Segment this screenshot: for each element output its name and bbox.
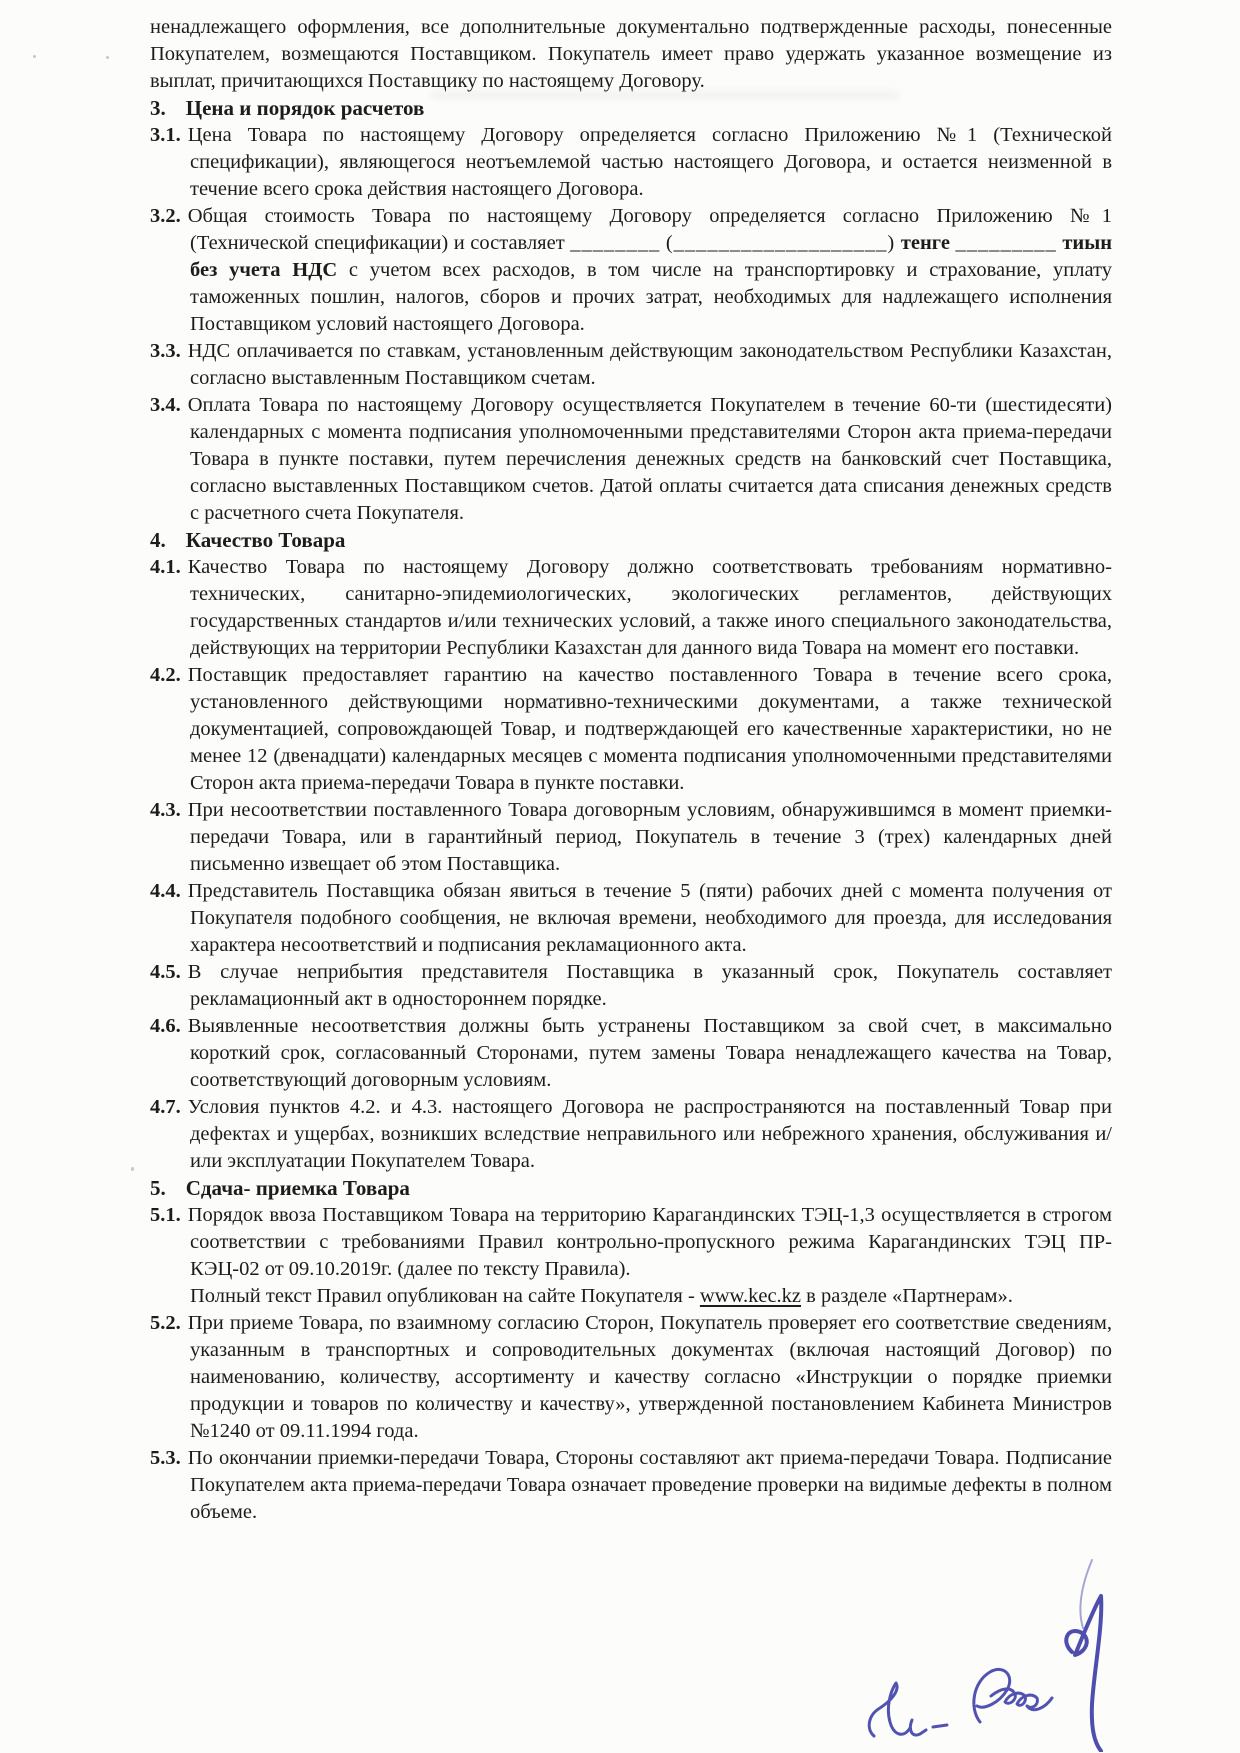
clause-text: Общая стоимость Товара по настоящему Договору определяется согласно Приложению №1 (Технической спецификации) и составляет xyxy=(187,205,1112,254)
kec-website-link[interactable]: www.kec.kz xyxy=(699,1285,802,1307)
clause-number: 4.7. xyxy=(150,1096,181,1118)
clause-4-1 xyxy=(150,554,1112,662)
clause-5-1-continued xyxy=(150,1283,1112,1310)
clause-3-3 xyxy=(150,338,1112,392)
clause-number: 5.3. xyxy=(150,1447,181,1469)
clause-number: 3.2. xyxy=(150,205,181,227)
clause-text: Условия пунктов 4.2. и 4.3. настоящего Договора не распространяются на поставленный Товар при дефектах и ущербах, возникших вследствие неправильного или небрежного хранения, обслуживания и/или эксплуатации Покупателем Товара. xyxy=(187,1096,1112,1172)
clause-number: 4.2. xyxy=(150,664,181,686)
tiyn-blank-field[interactable]: _________ xyxy=(955,232,1057,254)
clause-3-1 xyxy=(150,122,1112,203)
clause-5-2 xyxy=(150,1310,1112,1445)
section-number: 3. xyxy=(150,96,166,120)
clause-number: 4.5. xyxy=(150,961,181,983)
clause-number: 3.1. xyxy=(150,124,181,146)
clause-number: 4.6. xyxy=(150,1015,181,1037)
section-5-heading xyxy=(150,1175,1112,1202)
clause-number: 4.4. xyxy=(150,880,181,902)
clause-number: 3.3. xyxy=(150,340,181,362)
section-title: Качество Товара xyxy=(185,528,346,552)
tiyn-no-vat-label: тиын без учета НДС xyxy=(190,232,1113,281)
clause-text: НДС оплачивается по ставкам, установленным действующим законодательством Республики Казахстан, согласно выставленным Поставщиком счетам. xyxy=(187,340,1112,389)
clause-number: 4.3. xyxy=(150,799,181,821)
signature-stroke-left xyxy=(869,1683,947,1736)
section-title: Цена и порядок расчетов xyxy=(185,96,425,120)
clause-4-2 xyxy=(150,662,1112,797)
clause-text: Цена Товара по настоящему Договору определяется согласно Приложению №1 (Технической спецификации), являющегося неотъемлемой частью настоящего Договора, и остается неизменной в течение всего срока действия настоящего Договора. xyxy=(187,124,1112,200)
scan-speck xyxy=(33,55,36,58)
clause-text: Поставщик предоставляет гарантию на качество поставленного Товара в течение всего срока, установленного действующими нормативно-техническими документами, а также технической документацией, сопровождающей Товар, и подтверждающей его качественные характеристики, но не менее 12 (двенадцати) календарных месяцев с момента подписания уполномоченными представителями Сторон акта приема-передачи Товара в пункте поставки. xyxy=(187,664,1112,794)
intro-paragraph: ненадлежащего оформления, все дополнительные документально подтвержденные расходы, понесенные Покупателем, возмещаются Поставщиком. Покупатель имеет право удержать указанное возмещение из выплат, причитающихся Поставщику по настоящему Договору. xyxy=(150,16,1112,92)
amount-words-blank-field[interactable]: (___________________) xyxy=(665,232,896,254)
clause-text: Оплата Товара по настоящему Договору осуществляется Покупателем в течение 60-ти (шестидесяти) календарных с момента подписания уполномоченными представителями Сторон акта приема-передачи Товара в пункте поставки, путем перечисления денежных средств на банковский счет Поставщика, согласно выставленных Поставщиком счетов. Датой оплаты считается дата списания денежных средств с расчетного счета Покупателя. xyxy=(187,394,1112,524)
clause-4-7 xyxy=(150,1094,1112,1175)
section-title: Сдача- приемка Товара xyxy=(185,1176,410,1200)
currency-tenge-label: тенге xyxy=(900,232,950,254)
clause-4-5 xyxy=(150,959,1112,1013)
section-number: 4. xyxy=(150,528,166,552)
clause-text: с учетом всех расходов, в том числе на транспортировку и страхование, уплату таможенных пошлин, налогов, сборов и прочих затрат, необходимых для надлежащего исполнения Поставщиком условий настоящего Договора. xyxy=(190,259,1113,335)
scan-speck xyxy=(131,1167,134,1171)
clause-text: Выявленные несоответствия должны быть устранены Поставщиком за свой счет, в максимально короткий срок, согласованный Сторонами, путем замены Товара ненадлежащего качества на Товар, соответствующий договорным условиям. xyxy=(187,1015,1112,1091)
clause-text: При приеме Товара, по взаимному согласию Сторон, Покупатель проверяет его соответствие сведениям, указанным в транспортных и сопроводительных документах (включая настоящий Договор) по наименованию, количеству, ассортименту и качеству согласно «Инструкции о порядке приемки продукции и товаров по количеству и качеству», утвержденной постановлением Кабинета Министров №1240 от 09.11.1994 года. xyxy=(187,1312,1112,1442)
clause-number: 4.1. xyxy=(150,556,181,578)
clause-text: Порядок ввоза Поставщиком Товара на территорию Карагандинских ТЭЦ-1,3 осуществляется в строгом соответствии с требованиями Правил контрольно-пропускного режима Карагандинских ТЭЦ ПР-КЭЦ-02 от 09.10.2019г. (далее по тексту Правила). xyxy=(187,1204,1112,1280)
clause-4-4 xyxy=(150,878,1112,959)
clause-5-3 xyxy=(150,1445,1112,1526)
scan-smudge xyxy=(430,90,900,100)
section-4-heading xyxy=(150,527,1112,554)
scan-speck xyxy=(106,56,109,59)
signature-stroke-middle xyxy=(974,1669,1052,1722)
clause-text: в разделе «Партнерам». xyxy=(806,1285,1013,1307)
clause-text: При несоответствии поставленного Товара договорным условиям, обнаружившимся в момент приемки-передачи Товара, или в гарантийный период, Покупатель в течение 3 (трех) календарных дней письменно извещает об этом Поставщика. xyxy=(187,799,1112,875)
signature-stroke-flourish xyxy=(1066,1596,1101,1751)
clause-text: В случае неприбытия представителя Поставщика в указанный срок, Покупатель составляет рекламационный акт в одностороннем порядке. xyxy=(187,961,1112,1010)
clause-text: Полный текст Правил опубликован на сайте Покупателя - xyxy=(190,1285,695,1307)
clause-4-6 xyxy=(150,1013,1112,1094)
clause-number: 5.2. xyxy=(150,1312,181,1334)
section-number: 5. xyxy=(150,1176,166,1200)
clause-5-1 xyxy=(150,1202,1112,1283)
clause-text: По окончании приемки-передачи Товара, Стороны составляют акт приема-передачи Товара. Подписание Покупателем акта приема-передачи Товара означает проведение проверки на видимые дефекты в полном объеме. xyxy=(187,1447,1112,1523)
clause-4-3 xyxy=(150,797,1112,878)
clause-3-2 xyxy=(150,203,1112,338)
amount-blank-field[interactable]: ________ xyxy=(570,232,661,254)
signature-ink xyxy=(830,1552,1180,1752)
clause-number: 5.1. xyxy=(150,1204,181,1226)
clause-3-4 xyxy=(150,392,1112,527)
clause-text: Качество Товара по настоящему Договору должно соответствовать требованиям нормативно-технических, санитарно-эпидемиологических, экологических регламентов, действующих государственных стандартов и/или технических условий, а также иного специального законодательства, действующих на территории Республики Казахстан для данного вида Товара на момент его поставки. xyxy=(187,556,1112,659)
clause-number: 3.4. xyxy=(150,394,181,416)
clause-text: Представитель Поставщика обязан явиться в течение 5 (пяти) рабочих дней с момента получения от Покупателя подобного сообщения, не включая времени, необходимого для проезда, для исследования характера несоответствий и подписания рекламационного акта. xyxy=(187,880,1112,956)
